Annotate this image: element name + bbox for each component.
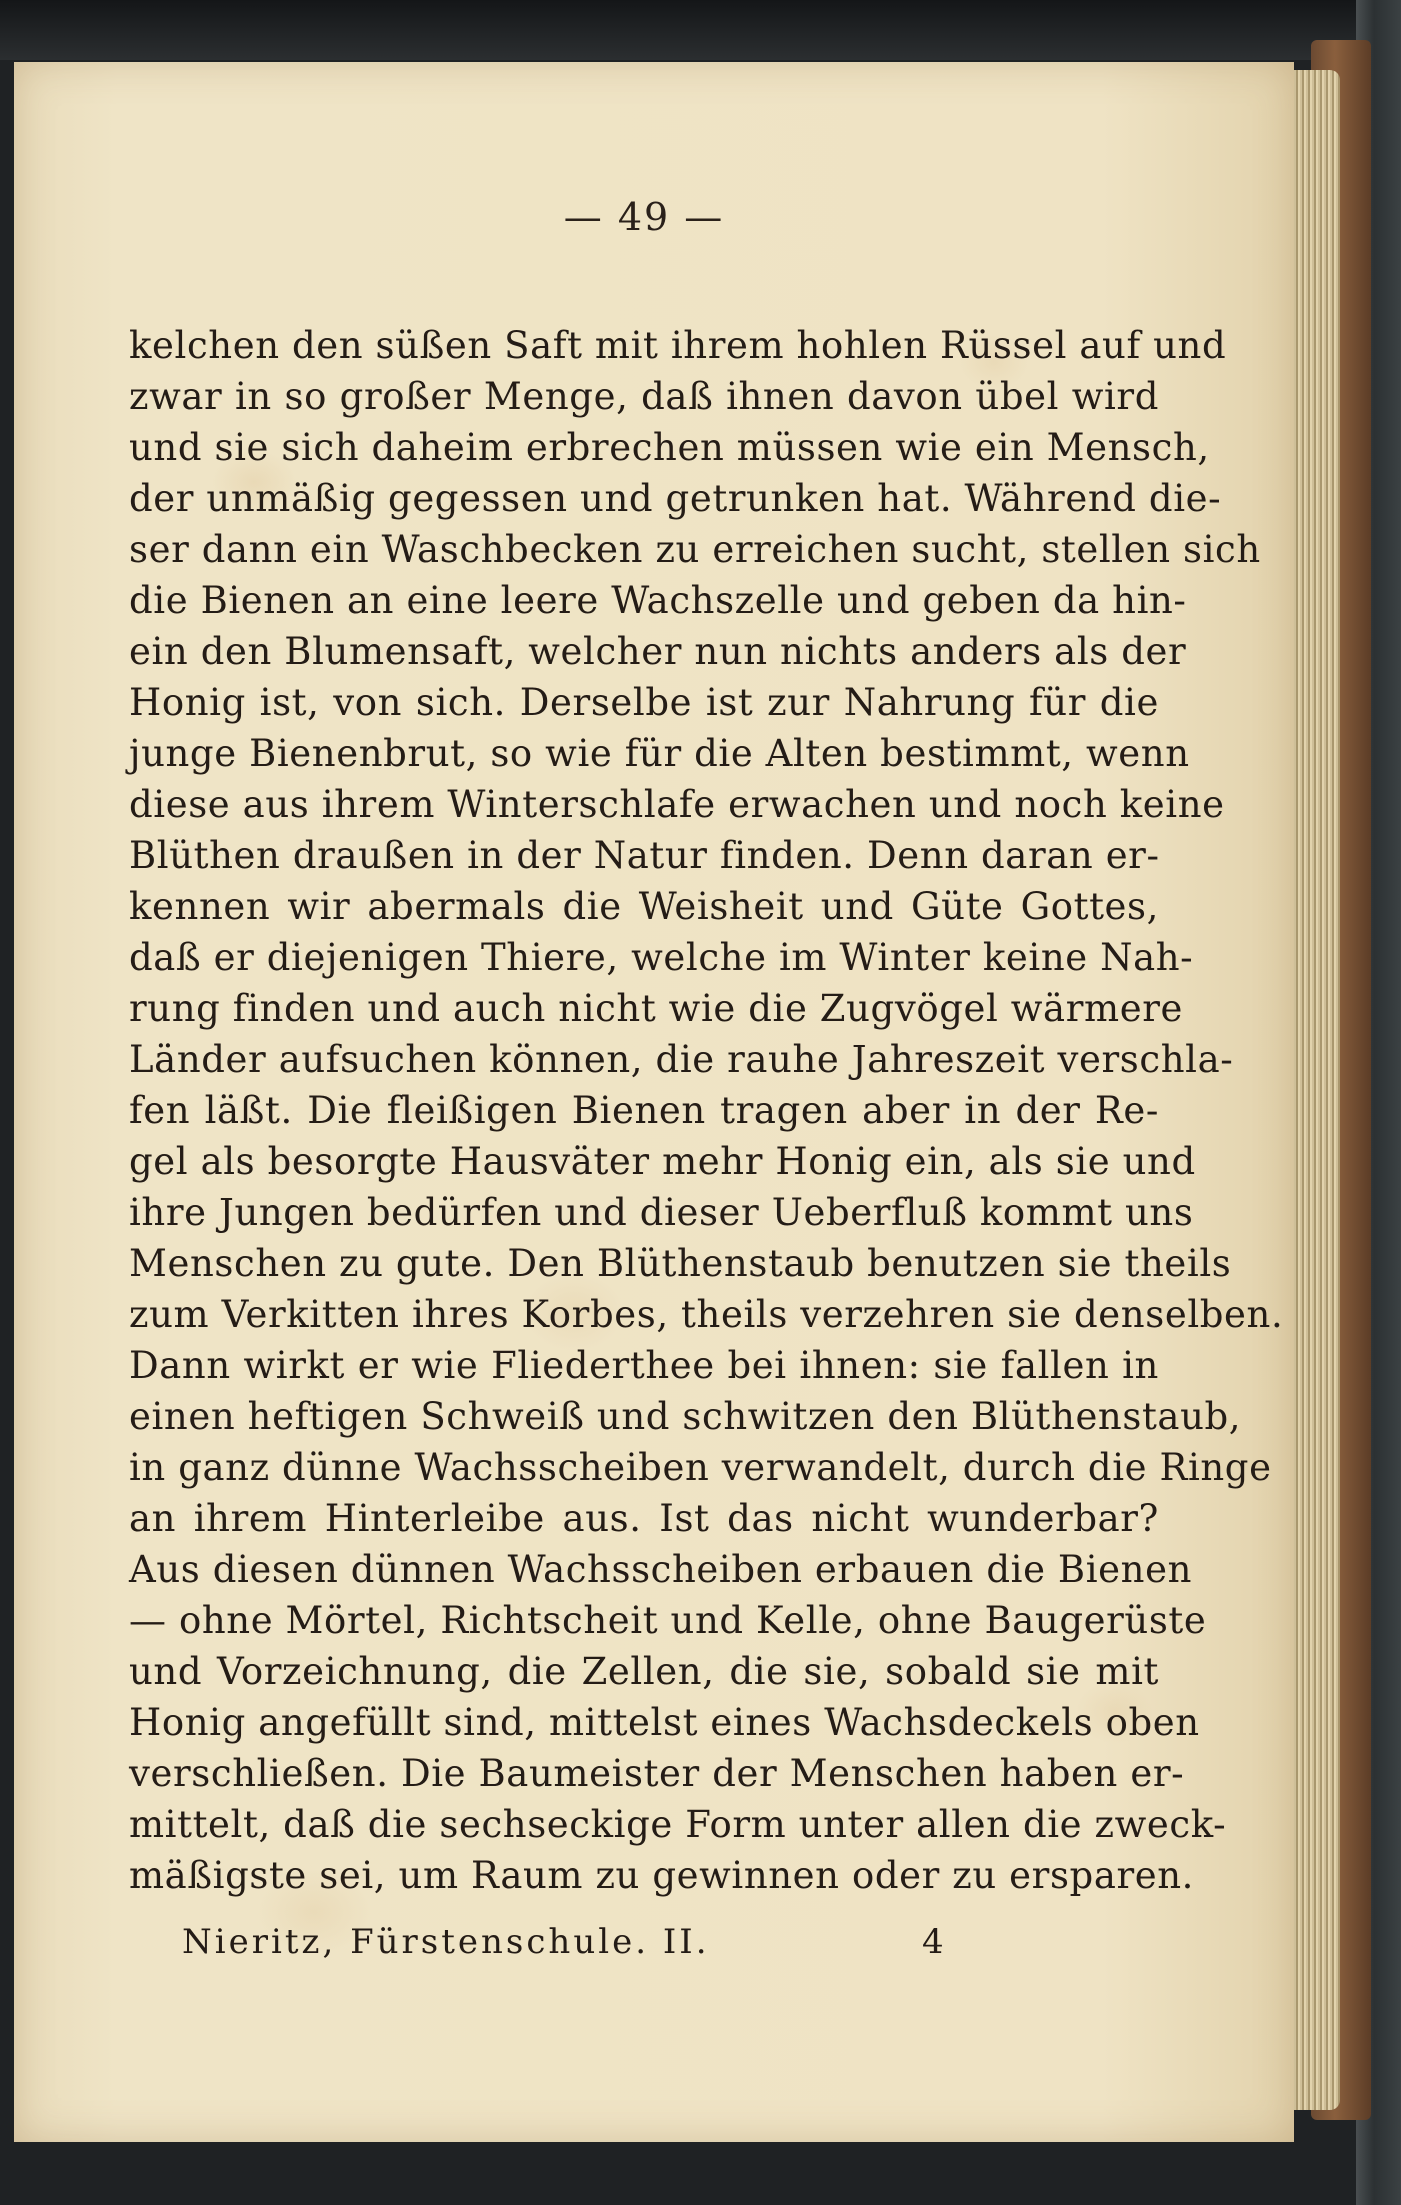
text-line: an ihrem Hinterleibe aus. Ist das nicht wunderbar? xyxy=(129,1497,1159,1540)
text-line: gel als besorgte Hausväter mehr Honig ein, als sie und xyxy=(129,1140,1196,1183)
text-line: — ohne Mörtel, Richtscheit und Kelle, ohne Baugerüste xyxy=(129,1599,1207,1642)
text-line: Honig angefüllt sind, mittelst eines Wachsdeckels oben xyxy=(129,1701,1200,1744)
book-page xyxy=(14,62,1294,2142)
text-line: einen heftigen Schweiß und schwitzen den Blüthenstaub, xyxy=(129,1395,1242,1438)
printer-signature: Nieritz, Fürstenschule. II. xyxy=(182,1922,710,1962)
text-line: daß er diejenigen Thiere, welche im Winter keine Nah- xyxy=(129,936,1194,979)
page-footer xyxy=(182,1914,942,1970)
text-line: die Bienen an eine leere Wachszelle und geben da hin- xyxy=(129,579,1187,622)
text-line: ein den Blumensaft, welcher nun nichts anders als der xyxy=(129,630,1187,673)
text-line: diese aus ihrem Winterschlafe erwachen und noch keine xyxy=(129,783,1225,826)
text-line: zum Verkitten ihres Korbes, theils verzehren sie denselben. xyxy=(129,1293,1284,1336)
text-line: fen läßt. Die fleißigen Bienen tragen aber in der Re- xyxy=(129,1089,1159,1132)
text-line: mäßigste sei, um Raum zu gewinnen oder zu ersparen. xyxy=(129,1854,1195,1897)
text-line: Aus diesen dünnen Wachsscheiben erbauen die Bienen xyxy=(129,1548,1193,1591)
text-line: ihre Jungen bedürfen und dieser Ueberfluß kommt uns xyxy=(129,1191,1194,1234)
sheet-number: 4 xyxy=(922,1922,944,1962)
text-line: Länder aufsuchen können, die rauhe Jahreszeit verschla- xyxy=(129,1038,1234,1081)
text-line: Menschen zu gute. Den Blüthenstaub benutzen sie theils xyxy=(129,1242,1232,1285)
text-line: junge Bienenbrut, so wie für die Alten bestimmt, wenn xyxy=(129,732,1190,775)
text-line: ser dann ein Waschbecken zu erreichen sucht, stellen sich xyxy=(129,528,1261,571)
text-line: der unmäßig gegessen und getrunken hat. Während die- xyxy=(129,477,1222,520)
text-line: zwar in so großer Menge, daß ihnen davon übel wird xyxy=(129,375,1159,418)
text-line: verschließen. Die Baumeister der Menschen haben er- xyxy=(129,1752,1185,1795)
text-line: und Vorzeichnung, die Zellen, die sie, sobald sie mit xyxy=(129,1650,1159,1693)
text-line: und sie sich daheim erbrechen müssen wie ein Mensch, xyxy=(129,426,1210,469)
page-edges xyxy=(1288,70,1340,2110)
text-line: kelchen den süßen Saft mit ihrem hohlen Rüssel auf und xyxy=(129,324,1227,367)
text-line: Honig ist, von sich. Derselbe ist zur Nahrung für die xyxy=(129,681,1159,724)
text-line: rung finden und auch nicht wie die Zugvögel wärmere xyxy=(129,987,1183,1030)
text-line: mittelt, daß die sechseckige Form unter allen die zweck- xyxy=(129,1803,1227,1846)
book-cover-top xyxy=(0,0,1401,60)
text-line: kennen wir abermals die Weisheit und Güte Gottes, xyxy=(129,885,1159,928)
text-line: Blüthen draußen in der Natur finden. Denn daran er- xyxy=(129,834,1160,877)
text-line: in ganz dünne Wachsscheiben verwandelt, durch die Ringe xyxy=(129,1446,1272,1489)
page-number: — 49 — xyxy=(563,195,725,239)
body-text xyxy=(129,320,1284,1901)
text-line: Dann wirkt er wie Fliederthee bei ihnen: sie fallen in xyxy=(129,1344,1159,1387)
